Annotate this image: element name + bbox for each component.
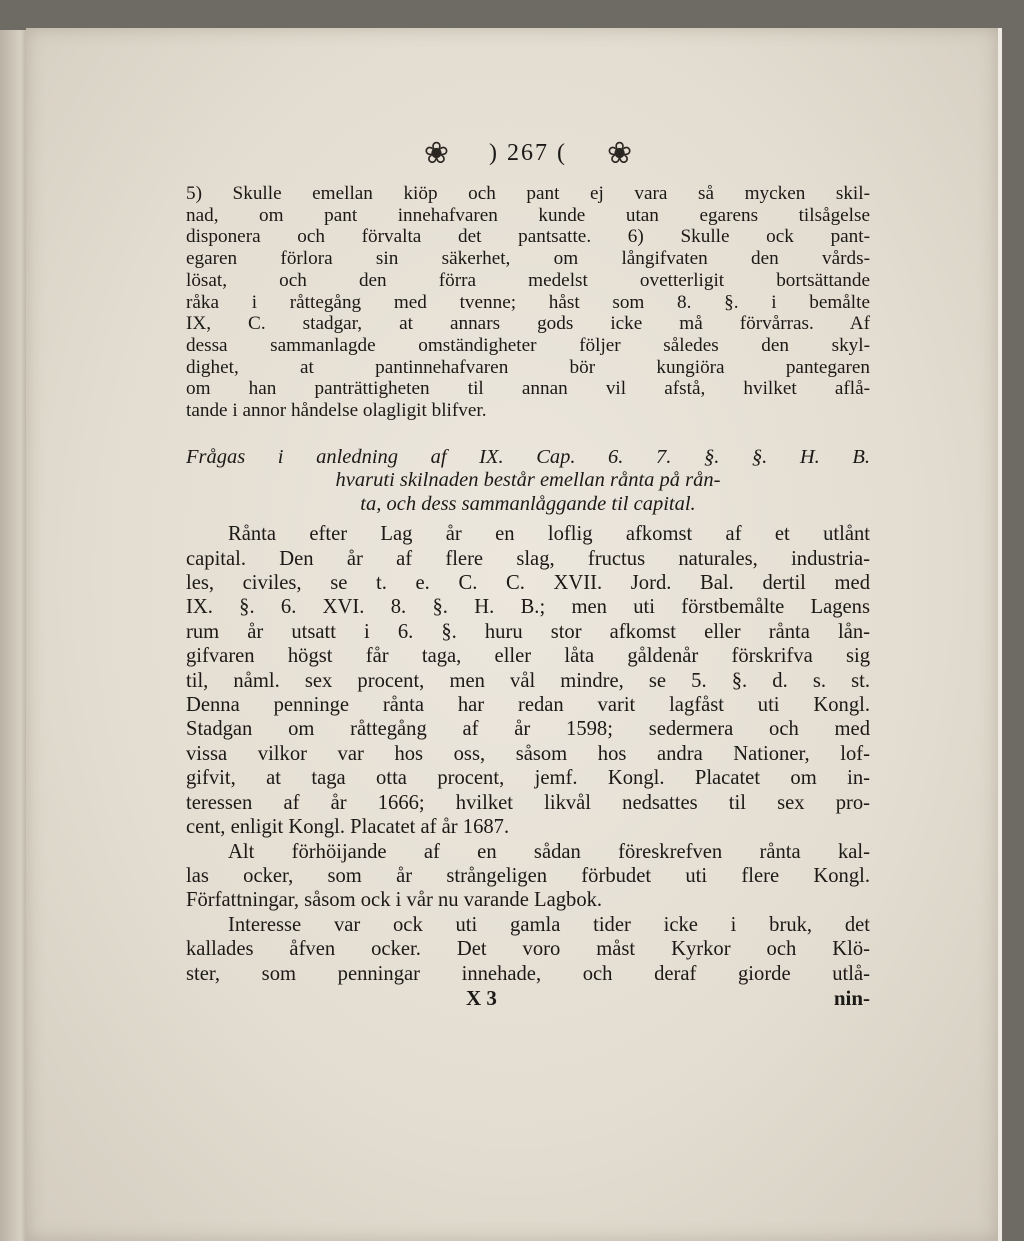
text-line: rum år utsatt i 6. §. huru stor afkomst eller rånta lån- bbox=[186, 620, 870, 643]
heading-line: Frågas i anledning af IX. Cap. 6. 7. §. §. H. B. bbox=[186, 445, 870, 468]
text-line: disponera och förvalta det pantsatte. 6) Skulle ock pant- bbox=[186, 226, 870, 248]
paragraph-2 bbox=[186, 522, 870, 839]
text-line: Rånta efter Lag år en loflig afkomst af et utlånt bbox=[228, 523, 870, 546]
section-heading bbox=[186, 446, 870, 517]
text-line: gifvaren högst får taga, eller låta gåldenår förskrifva sig bbox=[186, 645, 870, 668]
text-line: IX, C. stadgar, at annars gods icke må förvårras. Af bbox=[186, 313, 870, 335]
paragraph-3 bbox=[186, 840, 870, 913]
page-text bbox=[186, 123, 870, 1011]
running-header bbox=[186, 123, 870, 183]
text-line: teressen af år 1666; hvilket likvål nedsattes til sex pro- bbox=[186, 791, 870, 814]
heading-line: ta, och dess sammanlåggande til capital. bbox=[360, 492, 696, 515]
text-line: lösat, och den förra medelst ovetterligit bortsättande bbox=[186, 269, 870, 291]
text-line: kallades åfven ocker. Det voro måst Kyrkor och Klö- bbox=[186, 938, 870, 961]
text-line: dighet, at pantinnehafvaren bör kungiöra pantegaren bbox=[186, 356, 870, 378]
paragraph-1 bbox=[186, 183, 870, 422]
text-line: 5) Skulle emellan kiöp och pant ej vara så mycken skil- bbox=[186, 183, 870, 204]
text-line: tande i annor håndelse olagligit blifver. bbox=[186, 400, 487, 422]
catchword: nin- bbox=[833, 985, 870, 1010]
text-line: dessa sammanlagde omständigheter följer således den skyl- bbox=[186, 334, 870, 356]
text-line: om han panträttigheten til annan vil afstå, hvilket aflå- bbox=[186, 378, 870, 400]
paragraph-4 bbox=[186, 913, 870, 986]
heading-line: hvaruti skilnaden består emellan rånta på rån- bbox=[335, 469, 721, 492]
text-line: til, nåml. sex procent, men vål mindre, se 5. §. d. s. st. bbox=[186, 669, 870, 692]
text-line: gifvit, at taga otta procent, jemf. Kongl. Placatet om in- bbox=[186, 767, 870, 790]
text-line: Författningar, såsom ock i vår nu varande Lagbok. bbox=[186, 889, 603, 912]
text-line: Denna penninge rånta har redan varit lagfåst uti Kongl. bbox=[186, 694, 870, 717]
text-line: Stadgan om råttegång af år 1598; sedermera och med bbox=[186, 718, 870, 741]
page-footer bbox=[186, 986, 870, 1011]
text-line: Alt förhöijande af en sådan föreskrefven rånta kal- bbox=[228, 840, 870, 863]
text-line: egaren förlora sin säkerhet, om långifvaten den vårds- bbox=[186, 248, 870, 270]
text-line: capital. Den år af flere slag, fructus naturales, industria- bbox=[186, 547, 870, 570]
text-line: Interesse var ock uti gamla tider icke i bruk, det bbox=[228, 913, 870, 936]
text-line: cent, enligit Kongl. Placatet af år 1687. bbox=[186, 816, 510, 839]
left-ornament-icon: ❀ bbox=[423, 135, 449, 171]
right-ornament-icon: ❀ bbox=[606, 135, 633, 171]
text-line: IX. §. 6. XVI. 8. §. H. B.; men uti förstbemålte Lagens bbox=[186, 596, 870, 619]
text-line: nad, om pant innehafvaren kunde utan egarens tilsågelse bbox=[186, 204, 870, 226]
signature-mark: X 3 bbox=[466, 985, 497, 1010]
text-line: les, civiles, se t. e. C. C. XVII. Jord. Bal. dertil med bbox=[186, 572, 870, 595]
text-line: vissa vilkor var hos oss, såsom hos andra Nationer, lof- bbox=[186, 742, 870, 765]
book-page bbox=[26, 28, 1002, 1241]
text-line: råka i råttegång med tvenne; håst som 8. §. i bemålte bbox=[186, 291, 870, 313]
text-line: ster, som penningar innehade, och deraf giorde utlå- bbox=[186, 962, 870, 985]
text-line: las ocker, som år strångeligen förbudet uti flere Kongl. bbox=[186, 864, 870, 887]
page-number: ) 267 ( bbox=[489, 139, 567, 166]
